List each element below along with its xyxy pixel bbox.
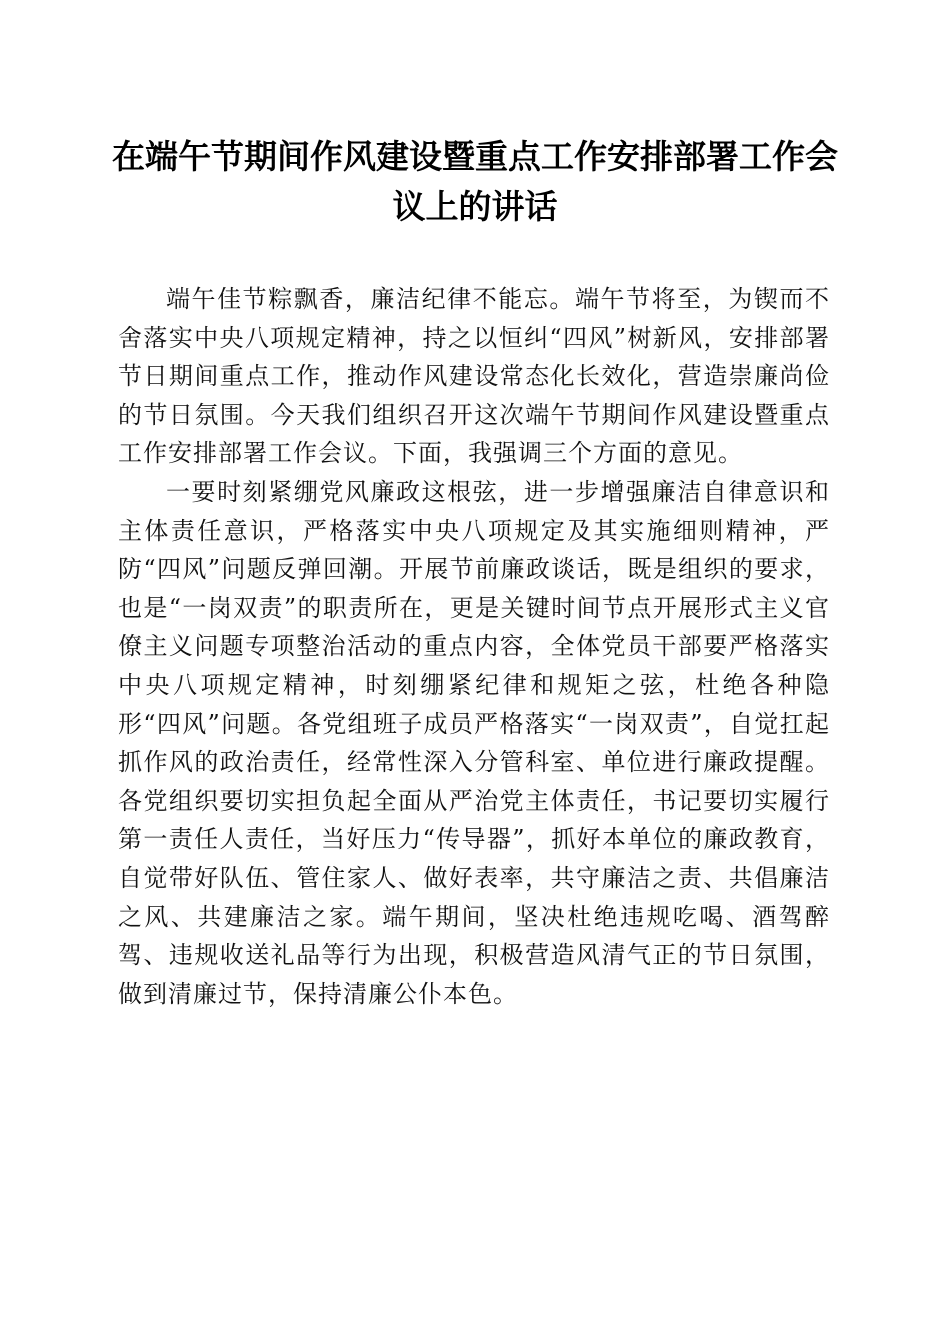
paragraph-point-one: 一要时刻紧绷党风廉政这根弦，进一步增强廉洁自律意识和主体责任意识，严格落实中央八项规定及其实施细则精神，严防“四风”问题反弹回潮。开展节前廉政谈话，既是组织的要求，也是“一岗双责”的职责所在，更是关键时间节点开展形式主义官僚主义问题专项整治活动的重点内容，全体党员干部要严格落实中央八项规定精神，时刻绷紧纪律和规矩之弦，杜绝各种隐形“四风”问题。各党组班子成员严格落实“一岗双责”，自觉扛起抓作风的政治责任，经常性深入分管科室、单位进行廉政提醒。各党组织要切实担负起全面从严治党主体责任，书记要切实履行第一责任人责任，当好压力“传导器”，抓好本单位的廉政教育，自觉带好队伍、管住家人、做好表率，共守廉洁之责、共倡廉洁之风、共建廉洁之家。端午期间，坚决杜绝违规吃喝、酒驾醉驾、违规收送礼品等行为出现，积极营造风清气正的节日氛围，做到清廉过节，保持清廉公仆本色。: [118, 477, 830, 1008]
document-body: [118, 280, 830, 1013]
paragraph-intro: 端午佳节粽飘香，廉洁纪律不能忘。端午节将至，为锲而不舍落实中央八项规定精神，持之以恒纠“四风”树新风，安排部署节日期间重点工作，推动作风建设常态化长效化，营造崇廉尚俭的节日氛围。今天我们组织召开这次端午节期间作风建设暨重点工作安排部署工作会议。下面，我强调三个方面的意见。: [118, 285, 830, 468]
document-title: 在端午节期间作风建设暨重点工作安排部署工作会议上的讲话: [112, 137, 838, 226]
